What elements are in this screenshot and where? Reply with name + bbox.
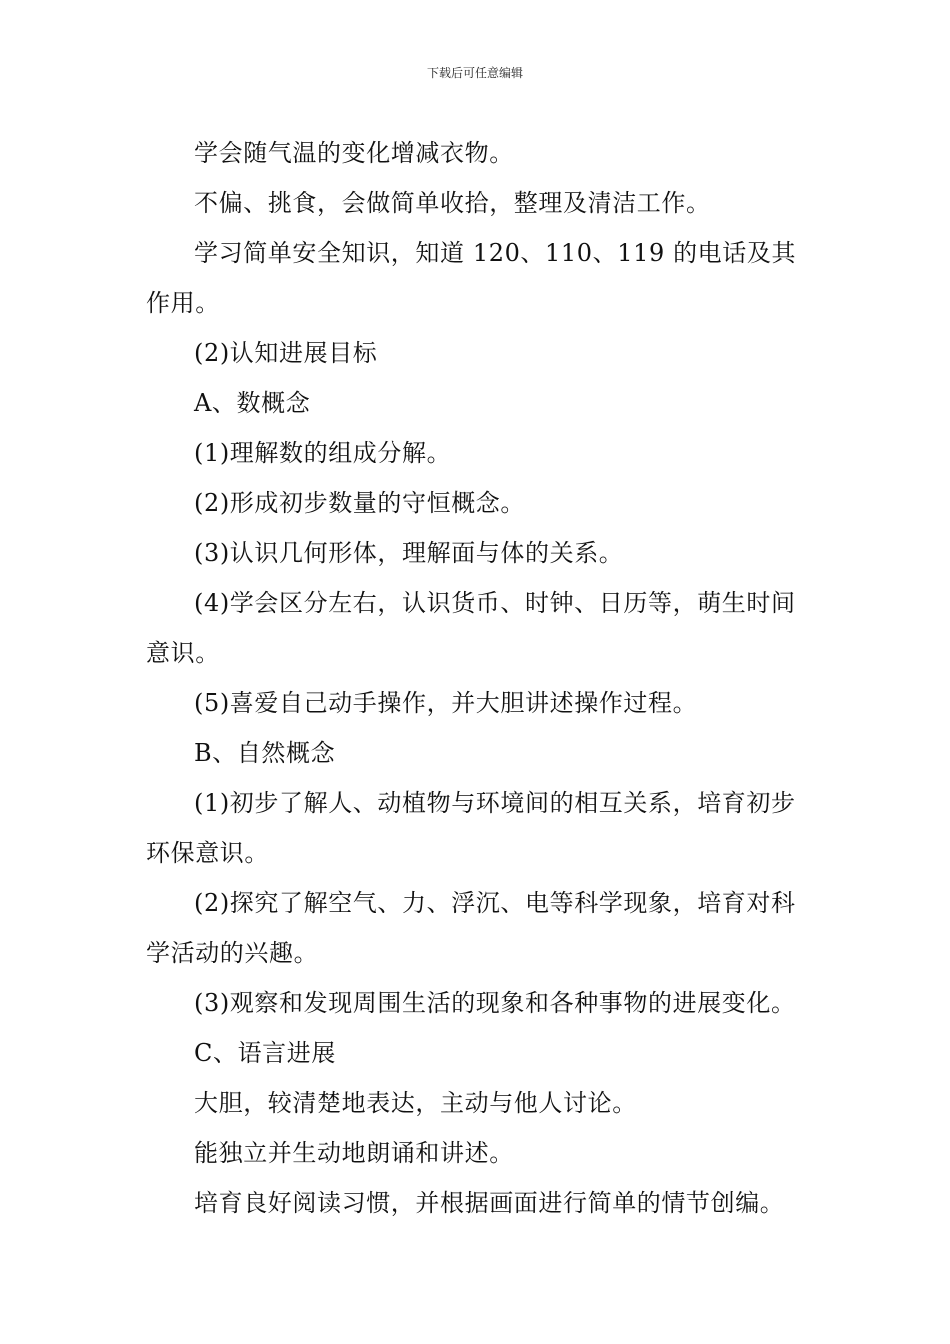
list-item: (1)理解数的组成分解。: [194, 439, 452, 467]
list-item: (1)初步了解人、动植物与环境间的相互关系，培育初步环保意识。: [146, 789, 796, 867]
list-item: (2)探究了解空气、力、浮沉、电等科学现象，培育对科学活动的兴趣。: [146, 889, 796, 967]
paragraph: 学习简单安全知识，知道 120、110、119 的电话及其作用。: [146, 239, 797, 317]
subsection-heading: A、数概念: [194, 389, 311, 417]
section-heading: (2)认知进展目标: [194, 339, 378, 367]
paragraph: 培育良好阅读习惯，并根据画面进行简单的情节创编。: [194, 1189, 785, 1217]
list-item: (5)喜爱自己动手操作，并大胆讲述操作过程。: [194, 689, 698, 717]
list-item: (2)形成初步数量的守恒概念。: [194, 489, 525, 517]
subsection-heading: C、语言进展: [194, 1039, 336, 1067]
paragraph: 能独立并生动地朗诵和讲述。: [194, 1139, 514, 1167]
list-item: (3)观察和发现周围生活的现象和各种事物的进展变化。: [194, 989, 796, 1017]
list-item: (4)学会区分左右，认识货币、时钟、日历等，萌生时间意识。: [146, 589, 796, 667]
paragraph: 学会随气温的变化增减衣物。: [194, 139, 514, 167]
page-header-note: 下载后可任意编辑: [426, 66, 523, 80]
paragraph: 大胆，较清楚地表达，主动与他人讨论。: [194, 1089, 637, 1117]
document-body: [146, 128, 808, 1228]
list-item: (3)认识几何形体，理解面与体的关系。: [194, 539, 624, 567]
subsection-heading: B、自然概念: [194, 739, 336, 767]
paragraph: 不偏、挑食，会做简单收拾，整理及清洁工作。: [194, 189, 711, 217]
